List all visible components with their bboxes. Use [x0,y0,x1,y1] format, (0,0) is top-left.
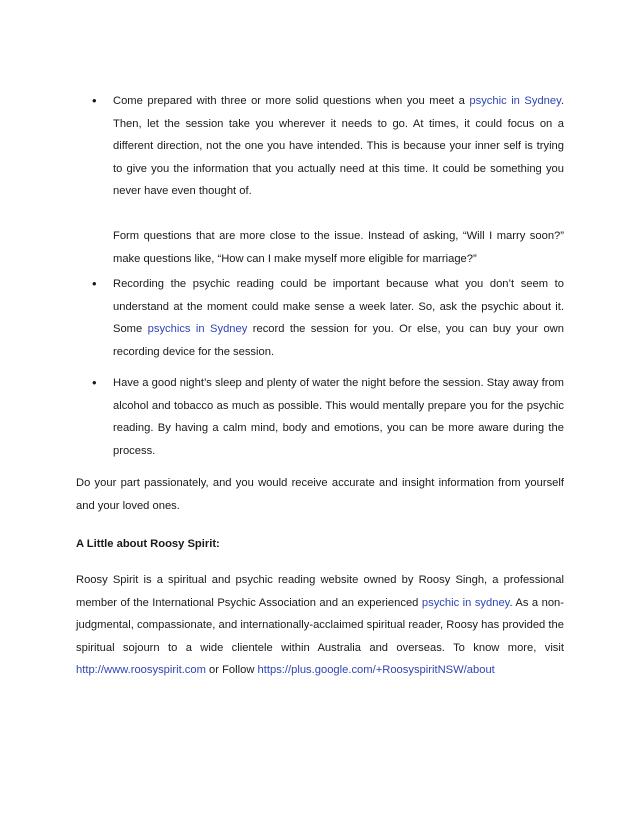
bullet-item-sleep [82,372,564,462]
bullet-icon: • [92,93,97,108]
bullet-item-prepare-questions [82,90,564,270]
about-text-part: Roosy Spirit is a spiritual and psychic reading website owned by Roosy Singh, a professional member of the International Psychic Association and an experienced [76,574,564,609]
bullet-icon: • [92,375,97,390]
about-paragraph [76,569,564,682]
bullet-text [113,273,564,363]
bullet-icon: • [92,276,97,291]
roosyspirit-website-link[interactable]: http://www.roosyspirit.com [76,664,206,677]
bullet-followup-text: Form questions that are more close to the issue. Instead of asking, “Will I marry soon?” make questions like, “How can I make myself more eligible for marriage?” [113,229,564,265]
bullet-text-part: Recording the psychic reading could be important because what you don’t seem to understand at the moment could make sense a week later. So, ask the psychic about it. Some [113,278,564,336]
google-plus-link[interactable]: https://plus.google.com/+RoosyspiritNSW/about [257,664,495,677]
bullet-text: Have a good night’s sleep and plenty of water the night before the session. Stay away from alcohol and tobacco as much as possible. This would mentally prepare you for the psychic reading. By having a calm mind, body and emotions, you can be more aware during the process. [113,377,564,457]
bullet-text-part: Come prepared with three or more solid questions when you meet a [113,95,470,107]
psychic-in-sydney-link[interactable]: psychic in Sydney [469,95,561,107]
bullet-text-part: . Then, let the session take you wherever it needs to go. At times, it could focus on a different direction, not the one you have intended. This is because your inner self is trying to give you the information that you actually need at this time. It could be something you never have even thought of. [113,95,565,198]
about-text-part: or Follow [205,664,258,677]
bullet-item-recording [82,273,564,363]
bullet-text [113,90,564,203]
about-text-part: . As a non-judgmental, compassionate, and internationally-acclaimed spiritual reader, Roosy has provided the spiritual sojourn to a wide clientele within Australia and overseas. To know more, visit [76,596,564,654]
section-heading: A Little about Roosy Spirit: [76,538,220,550]
psychics-in-sydney-link[interactable]: psychics in Sydney [147,323,248,336]
summary-paragraph: Do your part passionately, and you would receive accurate and insight information from yourself and your loved ones. [76,477,564,512]
psychic-in-sydney-link[interactable]: psychic in sydney [421,596,510,609]
bullet-text-part: record the session for you. Or else, you can buy your own recording device for the session. [113,323,564,358]
